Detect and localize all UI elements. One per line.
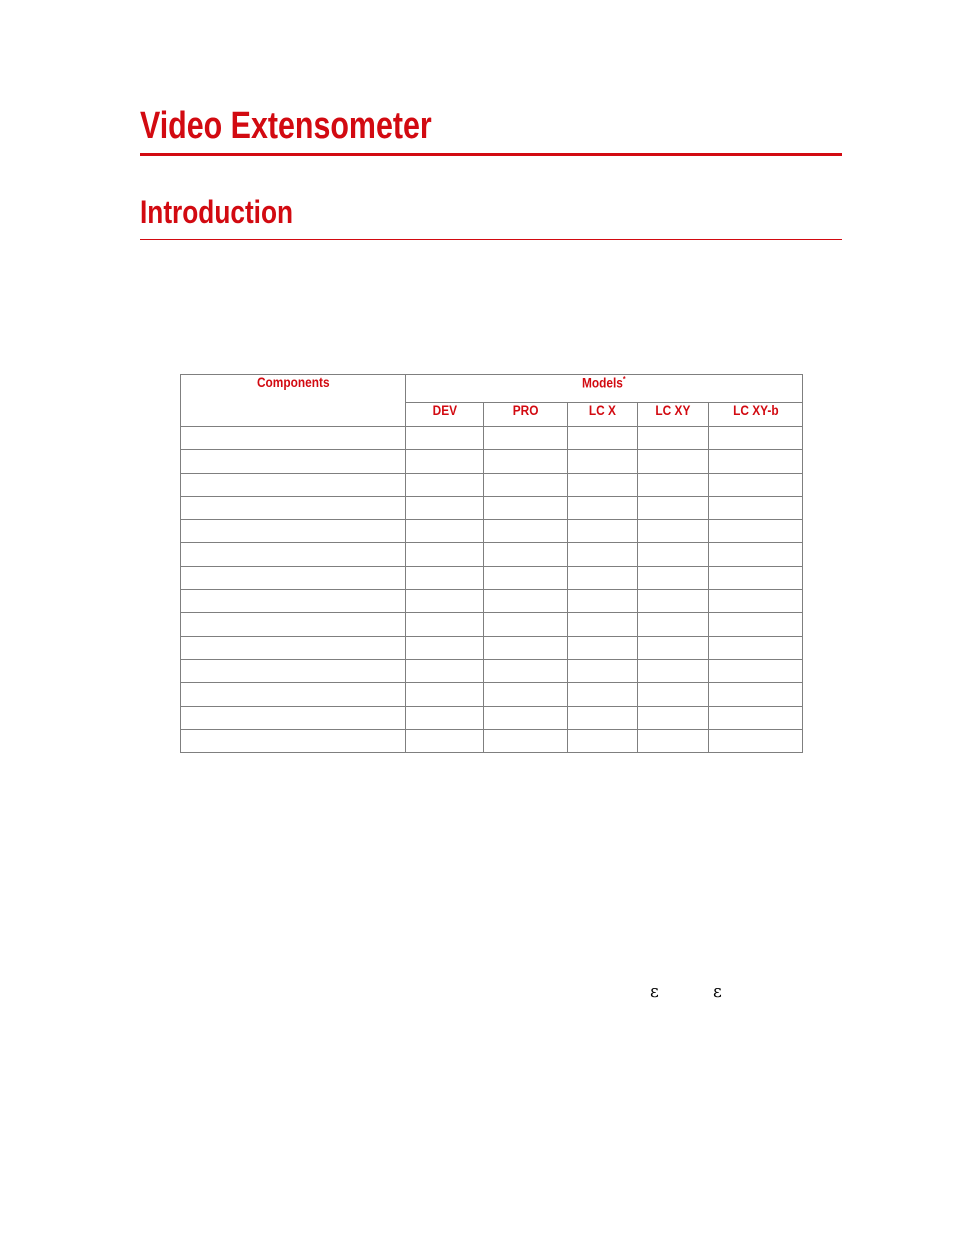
model-cell (568, 683, 638, 706)
table-row (181, 590, 803, 613)
model-cell (568, 636, 638, 659)
model-cell (568, 496, 638, 519)
model-cell (709, 729, 803, 752)
section-title-rule (140, 239, 842, 240)
table-row (181, 683, 803, 706)
model-cell (709, 706, 803, 729)
model-cell (568, 729, 638, 752)
table-row (181, 659, 803, 682)
model-cell (709, 613, 803, 636)
model-cell (484, 496, 568, 519)
model-cell (709, 427, 803, 450)
model-cell (638, 706, 709, 729)
table-row (181, 729, 803, 752)
model-column-dev: DEV (406, 403, 484, 427)
model-cell (638, 566, 709, 589)
model-cell (568, 706, 638, 729)
model-cell (638, 520, 709, 543)
models-header (406, 375, 803, 403)
component-cell (181, 520, 406, 543)
table-row (181, 636, 803, 659)
model-cell (568, 613, 638, 636)
model-cell (638, 659, 709, 682)
model-cell (709, 636, 803, 659)
model-cell (709, 450, 803, 473)
table-row (181, 520, 803, 543)
model-cell (406, 636, 484, 659)
model-cell (568, 520, 638, 543)
model-cell (568, 590, 638, 613)
model-cell (709, 473, 803, 496)
model-cell (484, 659, 568, 682)
model-cell (484, 729, 568, 752)
table-header-row (181, 375, 803, 403)
component-cell (181, 566, 406, 589)
model-cell (406, 706, 484, 729)
model-cell (406, 683, 484, 706)
component-cell (181, 450, 406, 473)
model-cell (709, 659, 803, 682)
chapter-title: Video Extensometer (140, 105, 432, 147)
model-cell (638, 590, 709, 613)
table-row (181, 473, 803, 496)
table-row (181, 450, 803, 473)
model-cell (406, 543, 484, 566)
model-cell (568, 659, 638, 682)
model-cell (638, 427, 709, 450)
table-row (181, 566, 803, 589)
model-cell (638, 613, 709, 636)
epsilon-symbol: ε (713, 982, 722, 1002)
model-cell (568, 543, 638, 566)
model-cell (484, 636, 568, 659)
model-cell (484, 450, 568, 473)
model-column-pro: PRO (484, 403, 568, 427)
model-cell (484, 613, 568, 636)
chapter-title-rule (140, 153, 842, 156)
model-cell (709, 566, 803, 589)
models-header-label: Models (582, 375, 624, 391)
model-cell (484, 683, 568, 706)
model-cell (638, 543, 709, 566)
model-cell (638, 473, 709, 496)
model-cell (638, 683, 709, 706)
components-header: Components (181, 375, 406, 427)
model-cell (638, 636, 709, 659)
epsilon-symbol: ε (650, 982, 659, 1002)
component-cell (181, 543, 406, 566)
component-cell (181, 613, 406, 636)
component-cell (181, 590, 406, 613)
model-cell (484, 590, 568, 613)
model-cell (568, 427, 638, 450)
model-cell (406, 427, 484, 450)
component-cell (181, 427, 406, 450)
model-cell (406, 613, 484, 636)
model-cell (568, 450, 638, 473)
model-cell (406, 473, 484, 496)
model-cell (638, 729, 709, 752)
component-cell (181, 729, 406, 752)
component-cell (181, 473, 406, 496)
table-body (181, 427, 803, 753)
section-title: Introduction (140, 194, 294, 230)
model-cell (638, 496, 709, 519)
model-cell (484, 543, 568, 566)
table-row (181, 613, 803, 636)
model-cell (406, 496, 484, 519)
model-cell (568, 473, 638, 496)
table-row (181, 706, 803, 729)
model-cell (406, 659, 484, 682)
model-cell (406, 520, 484, 543)
model-cell (709, 683, 803, 706)
model-cell (484, 520, 568, 543)
model-cell (484, 706, 568, 729)
models-footnote-mark: * (623, 375, 626, 384)
model-cell (484, 473, 568, 496)
model-cell (709, 520, 803, 543)
component-cell (181, 636, 406, 659)
component-cell (181, 706, 406, 729)
model-column-lc-xy-b: LC XY-b (709, 403, 803, 427)
component-cell (181, 683, 406, 706)
model-cell (406, 729, 484, 752)
model-cell (406, 450, 484, 473)
model-cell (484, 566, 568, 589)
table-row (181, 496, 803, 519)
table-row (181, 543, 803, 566)
model-cell (709, 496, 803, 519)
component-cell (181, 496, 406, 519)
table-row (181, 427, 803, 450)
model-cell (406, 566, 484, 589)
model-column-lc-xy: LC XY (638, 403, 709, 427)
model-column-lc-x: LC X (568, 403, 638, 427)
model-cell (484, 427, 568, 450)
components-models-table (180, 374, 803, 753)
model-cell (709, 543, 803, 566)
model-cell (406, 590, 484, 613)
component-cell (181, 659, 406, 682)
model-cell (568, 566, 638, 589)
model-cell (638, 450, 709, 473)
model-cell (709, 590, 803, 613)
